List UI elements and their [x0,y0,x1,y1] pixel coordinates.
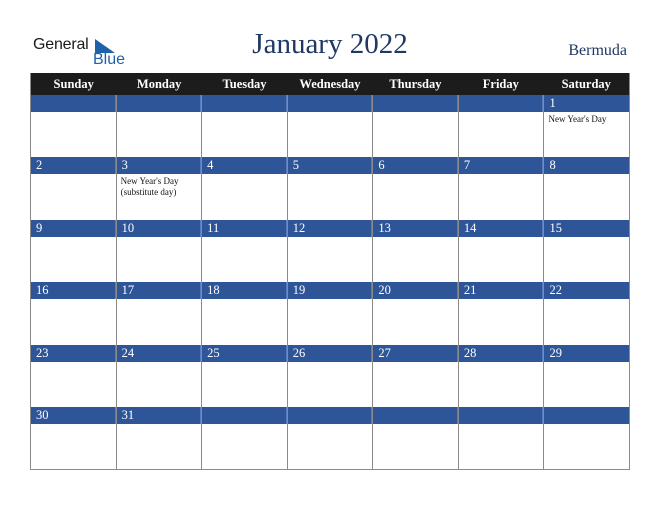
day-cell[interactable] [31,95,117,157]
week-row [31,282,629,344]
week-row [31,157,629,219]
day-number: 18 [202,282,287,299]
day-cell[interactable] [117,157,203,219]
day-number: 1 [544,95,629,112]
day-cell[interactable] [288,282,374,344]
day-cell[interactable] [459,282,545,344]
day-cell[interactable] [459,407,545,469]
day-number: 25 [202,345,287,362]
day-cell[interactable] [288,95,374,157]
week-row [31,407,629,469]
day-cell[interactable] [288,220,374,282]
day-number: 12 [288,220,373,237]
day-cell[interactable] [373,407,459,469]
day-number [202,95,287,112]
day-number: 3 [117,157,202,174]
day-cell[interactable] [459,95,545,157]
day-cell[interactable] [544,407,629,469]
day-cell[interactable] [31,407,117,469]
day-cell[interactable] [544,345,629,407]
day-number [202,407,287,424]
logo-text-general: General [33,36,89,53]
day-number [544,407,629,424]
week-row [31,345,629,407]
day-number: 24 [117,345,202,362]
day-number [288,95,373,112]
day-number: 30 [31,407,116,424]
day-number: 28 [459,345,544,362]
week-row [31,95,629,157]
calendar-weeks [31,95,629,469]
country-label: Bermuda [568,42,627,59]
day-number: 31 [117,407,202,424]
day-cell[interactable] [117,345,203,407]
day-cell[interactable] [31,220,117,282]
day-cell[interactable] [202,157,288,219]
day-number [288,407,373,424]
day-number: 6 [373,157,458,174]
day-cell[interactable] [373,157,459,219]
day-number: 13 [373,220,458,237]
day-cell[interactable] [117,220,203,282]
day-number: 21 [459,282,544,299]
day-number: 20 [373,282,458,299]
day-number [373,95,458,112]
day-number: 14 [459,220,544,237]
day-number: 8 [544,157,629,174]
day-cell[interactable] [544,157,629,219]
day-cell[interactable] [459,220,545,282]
day-number [459,407,544,424]
weekday-monday: Monday [136,76,182,91]
day-cell[interactable] [202,345,288,407]
day-cell[interactable] [288,345,374,407]
day-number: 16 [31,282,116,299]
day-cell[interactable] [31,345,117,407]
day-number [31,95,116,112]
day-number: 9 [31,220,116,237]
day-number: 2 [31,157,116,174]
day-cell[interactable] [544,95,629,157]
day-cell[interactable] [202,220,288,282]
weekday-header [31,73,629,95]
day-number [459,95,544,112]
logo-text-blue: Blue [93,51,126,68]
day-cell[interactable] [459,345,545,407]
weekday-wednesday: Wednesday [299,76,361,91]
day-cell[interactable] [459,157,545,219]
day-cell[interactable] [544,282,629,344]
calendar-grid [30,73,630,470]
day-cell[interactable] [117,95,203,157]
weekday-thursday: Thursday [389,76,442,91]
day-number: 7 [459,157,544,174]
weekday-sunday: Sunday [53,76,94,91]
day-cell[interactable] [373,345,459,407]
day-cell[interactable] [117,407,203,469]
day-cell[interactable] [544,220,629,282]
day-cell[interactable] [117,282,203,344]
day-number: 11 [202,220,287,237]
day-cell[interactable] [373,220,459,282]
day-cell[interactable] [31,157,117,219]
page-title: January 2022 [252,28,408,60]
weekday-friday: Friday [482,76,519,91]
day-cell[interactable] [202,282,288,344]
day-number: 17 [117,282,202,299]
week-row [31,220,629,282]
day-number: 19 [288,282,373,299]
day-cell[interactable] [202,407,288,469]
holiday-label: New Year's Day [548,114,607,124]
day-number: 26 [288,345,373,362]
day-cell[interactable] [31,282,117,344]
weekday-saturday: Saturday [561,76,611,91]
day-cell[interactable] [288,157,374,219]
weekday-tuesday: Tuesday [222,76,267,91]
day-cell[interactable] [373,95,459,157]
day-number [373,407,458,424]
day-cell[interactable] [202,95,288,157]
day-number: 5 [288,157,373,174]
day-number: 4 [202,157,287,174]
day-cell[interactable] [373,282,459,344]
holiday-label: New Year's Day (substitute day) [120,176,179,198]
day-number [117,95,202,112]
day-number: 23 [31,345,116,362]
day-number: 15 [544,220,629,237]
day-number: 10 [117,220,202,237]
day-number: 22 [544,282,629,299]
day-number: 29 [544,345,629,362]
day-number: 27 [373,345,458,362]
day-cell[interactable] [288,407,374,469]
